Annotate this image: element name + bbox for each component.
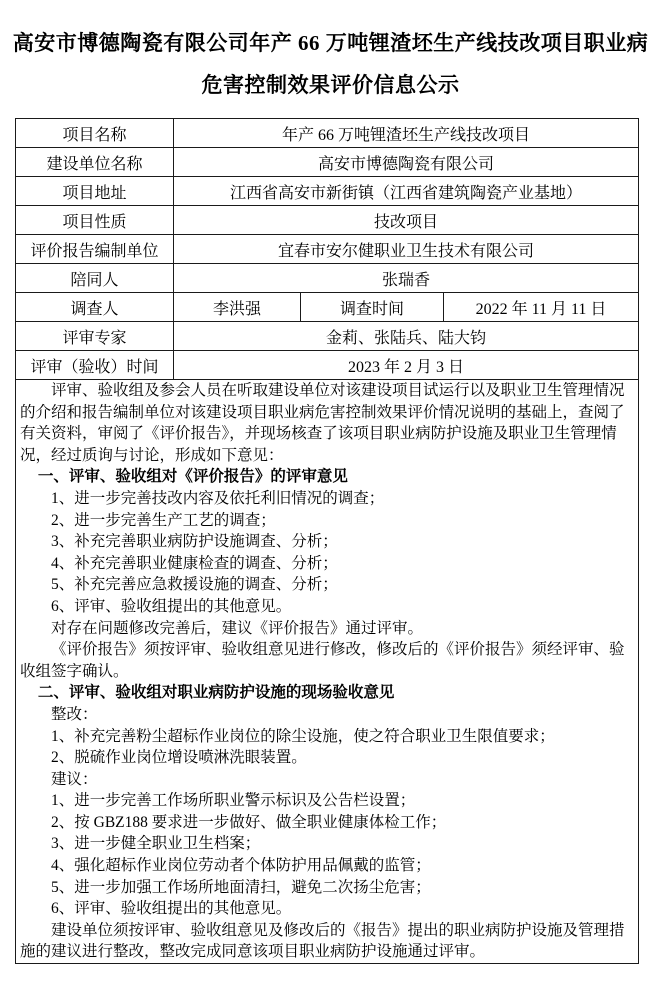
table-row-investigator (16, 293, 639, 322)
row-value-accompanying-person: 张瑞香 (174, 264, 639, 293)
row-value-project-address: 江西省高安市新街镇（江西省建筑陶瓷产业基地） (174, 177, 639, 206)
section2-conclusion: 建设单位须按评审、验收组意见及修改后的《报告》提出的职业病防护设施及管理措施的建议进行整改，整改完成同意该项目职业病防护设施通过评审。 (20, 921, 625, 961)
row-value-project-nature: 技改项目 (174, 206, 639, 235)
section1-item: 6、评审、验收组提出的其他意见。 (51, 597, 292, 615)
table-row-review-experts (16, 322, 639, 351)
section1-item: 2、进一步完善生产工艺的调查； (51, 511, 276, 529)
table-row-project-address (16, 177, 639, 206)
rectify-item: 1、补充完善粉尘超标作业岗位的除尘设施，使之符合职业卫生限值要求； (51, 727, 555, 745)
row-value-investigation-date: 2022 年 11 月 11 日 (444, 293, 639, 322)
project-info-table (15, 118, 639, 964)
suggest-item: 5、进一步加强工作场所地面清扫，避免二次扬尘危害； (51, 878, 431, 896)
intro-paragraph: 评审、验收组及参会人员在听取建设单位对该建设项目试运行以及职业卫生管理情况的介绍和报告编制单位对该建设项目职业病危害控制效果评价情况说明的基础上，查阅了有关资料，审阅了《评价报告》，并现场核查了该项目职业病防护设施及职业卫生管理情况，经过质询与讨论，形成如下意见： (20, 382, 625, 464)
row-value-project-name: 年产 66 万吨锂渣坯生产线技改项目 (174, 119, 639, 148)
section1-item: 3、补充完善职业病防护设施调查、分析； (51, 533, 338, 551)
row-label-project-address: 项目地址 (16, 177, 174, 206)
document-title: 高安市博德陶瓷有限公司年产 66 万吨锂渣坯生产线技改项目职业病危害控制效果评价信息公示 (12, 31, 649, 97)
section1-heading: 一、评审、验收组对《评价报告》的评审意见 (37, 468, 348, 486)
row-label-investigator: 调查人 (16, 293, 174, 322)
suggest-item: 3、进一步健全职业卫生档案； (51, 835, 261, 853)
table-row-review-date (16, 351, 639, 380)
section1-conclusion: 对存在问题修改完善后，建议《评价报告》通过评审。 (51, 619, 424, 637)
section2-heading: 二、评审、验收组对职业病防护设施的现场验收意见 (37, 684, 395, 702)
row-value-review-experts: 金莉、张陆兵、陆大钧 (174, 322, 639, 351)
table-row-project-name (16, 119, 639, 148)
row-label-project-nature: 项目性质 (16, 206, 174, 235)
row-label-project-name: 项目名称 (16, 119, 174, 148)
suggest-item: 1、进一步完善工作场所职业警示标识及公告栏设置； (51, 792, 416, 810)
row-value-review-date: 2023 年 2 月 3 日 (174, 351, 639, 380)
row-value-investigator: 李洪强 (174, 293, 301, 322)
table-row-report-org (16, 235, 639, 264)
section1-note: 《评价报告》须按评审、验收组意见进行修改，修改后的《评价报告》须经评审、验收组签字确认。 (20, 641, 625, 680)
table-row-project-nature (16, 206, 639, 235)
row-label-accompanying-person: 陪同人 (16, 264, 174, 293)
suggest-item: 6、评审、验收组提出的其他意见。 (51, 900, 292, 918)
row-label-report-org: 评价报告编制单位 (16, 235, 174, 264)
suggest-item: 2、按 GBZ188 要求进一步做好、做全职业健康体检工作； (51, 813, 447, 831)
section1-item: 1、进一步完善技改内容及依托利旧情况的调查； (51, 489, 385, 507)
row-value-report-org: 宜春市安尔健职业卫生技术有限公司 (174, 235, 639, 264)
suggest-label: 建议： (51, 770, 98, 788)
section1-item: 5、补充完善应急救援设施的调查、分析； (51, 576, 338, 594)
row-label-review-experts: 评审专家 (16, 322, 174, 351)
table-row-opinions (16, 380, 639, 964)
table-row-accompanying-person (16, 264, 639, 293)
row-label-review-date: 评审（验收）时间 (16, 351, 174, 380)
row-label-builder-name: 建设单位名称 (16, 148, 174, 177)
table-row-builder-name (16, 148, 639, 177)
rectify-label: 整改： (51, 705, 98, 723)
suggest-item: 4、强化超标作业岗位劳动者个体防护用品佩戴的监管； (51, 857, 431, 875)
section1-item: 4、补充完善职业健康检查的调查、分析； (51, 554, 338, 572)
opinions-content-cell (16, 380, 639, 964)
rectify-item: 2、脱硫作业岗位增设喷淋洗眼装置。 (51, 749, 307, 767)
row-label-investigation-date: 调查时间 (301, 293, 444, 322)
row-value-builder-name: 高安市博德陶瓷有限公司 (174, 148, 639, 177)
